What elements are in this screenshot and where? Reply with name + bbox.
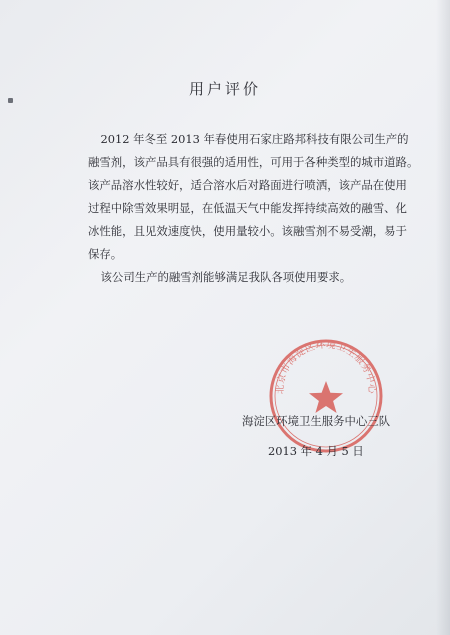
paragraph-1-line: 冰性能，且见效速度快，使用量较小。该融雪剂不易受潮，易于 [88,224,407,238]
paragraph-1-line: 2012 年冬至 2013 年春使用石家庄路邦科技有限公司生产的 [100,132,409,146]
paragraph-1-line: 融雪剂，该产品具有很强的适用性，可用于各种类型的城市道路。 [88,155,419,169]
document-body [88,128,419,289]
paragraph-1 [88,128,419,266]
seal-text: 北京市海淀区环境卫生服务中心 [274,339,378,395]
signature-date: 2013 年 4 月 5 日 [268,444,364,458]
paragraph-1-line: 保存。 [88,247,123,261]
paragraph-1-line: 过程中除雪效果明显，在低温天气中能发挥持续高效的融雪、化 [88,201,407,215]
paragraph-1-line: 该产品溶水性较好，适合溶水后对路面进行喷洒，该产品在使用 [88,178,407,192]
signature-block [242,413,412,459]
signature-organization: 海淀区环境卫生服务中心三队 [242,414,391,428]
seal-star-icon [309,381,343,413]
document-title: 用户评价 [188,80,261,98]
paragraph-2 [88,266,378,289]
paragraph-2-line: 该公司生产的融雪剂能够满足我队各项使用要求。 [100,270,352,284]
